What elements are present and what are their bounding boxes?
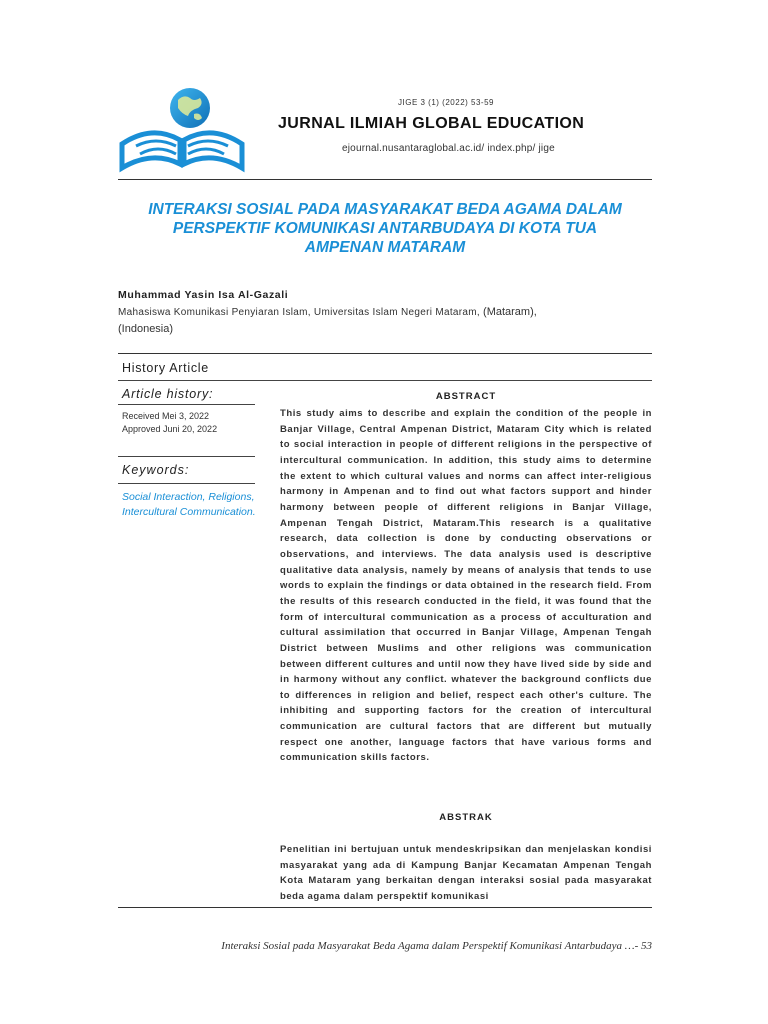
- title-line: PERSPEKTIF KOMUNIKASI ANTARBUDAYA DI KOTA TUA: [172, 220, 598, 237]
- title-line: INTERAKSI SOSIAL PADA MASYARAKAT BEDA AGAMA DALAM: [148, 201, 622, 218]
- approved-date: Approved Juni 20, 2022: [122, 424, 218, 434]
- header-rule: [118, 179, 652, 180]
- abstract-heading: ABSTRACT: [435, 391, 497, 402]
- article-title: [118, 200, 652, 257]
- journal-logo: [116, 84, 248, 174]
- journal-reference: JIGE 3 (1) (2022) 53-59: [398, 98, 494, 107]
- sidebar-rule: [118, 483, 255, 484]
- affiliation-text: Mahasiswa Komunikasi Penyiaran Islam, Umiversitas Islam Negeri Mataram,: [118, 307, 480, 318]
- journal-name: JURNAL ILMIAH GLOBAL EDUCATION: [278, 115, 585, 132]
- article-dates: [122, 410, 217, 436]
- history-rule: [118, 380, 652, 381]
- received-date: Received Mei 3, 2022: [122, 411, 210, 421]
- affiliation-city: (Mataram),: [483, 306, 537, 318]
- keywords-list: Social Interaction, Religions, Intercultural Communication.: [122, 491, 256, 518]
- section-rule: [118, 353, 652, 354]
- abstrak-text: Penelitian ini bertujuan untuk mendeskripsikan dan menjelaskan kondisi masyarakat yang ada di Kampung Banjar Kecamatan Ampenan Tengah Kota Mataram yang berkaitan dengan interaksi sosial pada masyarakat beda agama dalam perspektif komunikasi: [280, 844, 652, 902]
- author-affiliation: [118, 304, 618, 337]
- bottom-rule: [118, 907, 652, 908]
- abstract-text: This study aims to describe and explain the condition of the people in Banjar Village, Central Ampenan District, Mataram City which is related to social interaction in people of different religions in the perspective of intercultural communication. In addition, this study aims to determine the extent to which cultural values and norms can affect inter-religious harmony in Ampenan and to find out what factors support and hinder harmony between people of different religions in Banjar Village, Ampenan Tengah District, Mataram.This research is a qualitative research, data collection is done by conducting observations or observations, and interviews. The data analysis used is descriptive qualitative data analysis, namely by means of analysis that tends to use words to explain the findings or data obtained in the research field. From the results of this research conducted in the field, it was found that the form of intercultural communication as a process of acculturation and cultural assimilation that occurred in Banjar Village, Ampenan Tengah District between Muslims and other religions was communication between different cultures and until now they have lived side by side and in harmony without any conflict. whatever the background conflicts due to differences in religion and belief, respect each other's culture. The inhibiting and supporting factors for the creation of intercultural communication are cultural factors that are different but mutually respect one another, language factors that have various forms and communication skills factors.: [280, 408, 652, 764]
- author-name: Muhammad Yasin Isa Al-Gazali: [118, 289, 289, 301]
- running-footer: Interaksi Sosial pada Masyarakat Beda Agama dalam Perspektif Komunikasi Antarbudaya …- 53: [221, 940, 652, 952]
- sidebar-rule: [118, 456, 255, 457]
- article-history-label: Article history:: [122, 387, 214, 401]
- keywords-label: Keywords:: [122, 463, 190, 477]
- sidebar-rule: [118, 404, 255, 405]
- affiliation-country: (Indonesia): [118, 323, 174, 335]
- abstrak-heading: ABSTRAK: [439, 812, 493, 823]
- title-line: AMPENAN MATARAM: [304, 239, 466, 256]
- history-article-heading: History Article: [122, 361, 209, 375]
- journal-url[interactable]: ejournal.nusantaraglobal.ac.id/ index.php/ jige: [342, 143, 555, 154]
